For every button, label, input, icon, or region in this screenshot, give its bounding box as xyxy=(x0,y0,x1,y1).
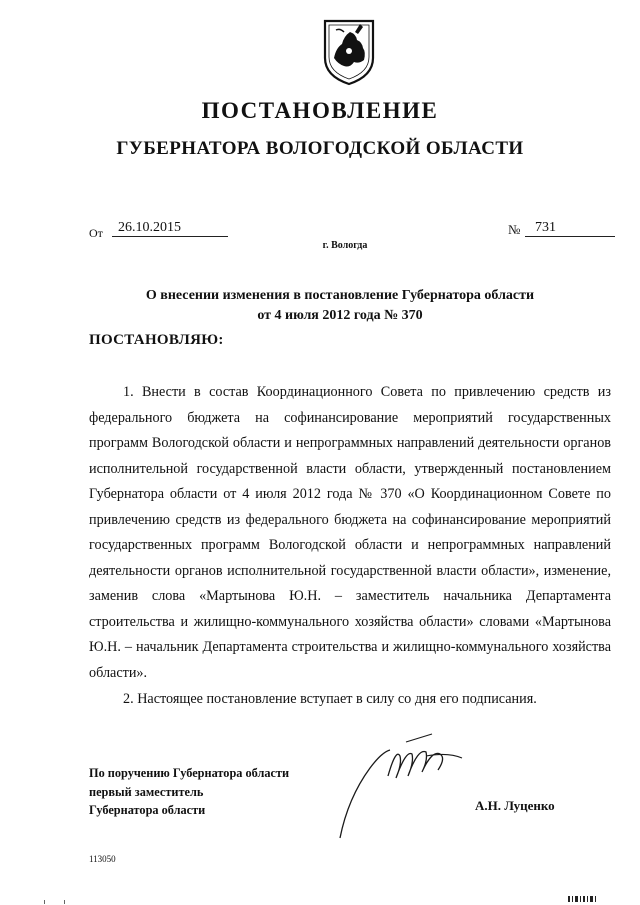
place-label: г. Вологда xyxy=(322,240,368,251)
document-type-heading: ПОСТАНОВЛЕНИЕ xyxy=(201,98,439,123)
margin-mark xyxy=(44,900,45,904)
signatory-title-line-1: По поручению Губернатора области xyxy=(89,766,290,780)
signatory-title-line-3: Губернатора области xyxy=(89,803,206,817)
paragraph-1: 1. Внести в состав Координационного Совета по привлечению средств из федерального бюджета на софинансирование мероприятий государственных программ Вологодской области и непрограммных направлений деятельности органов исполнительной государственной власти области, утвержденный постановлением Губернатора области от 4 июля 2012 года № 370 «О Координационном Совете по привлечению средств из федерального бюджета на софинансирование мероприятий государственных программ Вологодской области и непрограммных направлений деятельности органов исполнительной государственной власти области», изменение, заменив слова «Мартынова Ю.Н. – заместитель начальника Департамента строительства и жилищно-коммунального хозяйства области» словами «Мартынова Ю.Н. – начальник Департамента строительства и жилищно-коммунального хозяйства области». xyxy=(89,384,611,681)
issuer-heading: ГУБЕРНАТОРА ВОЛОГОДСКОЙ ОБЛАСТИ xyxy=(116,138,524,159)
paragraph-2: 2. Настоящее постановление вступает в силу со дня его подписания. xyxy=(123,691,537,707)
margin-mark xyxy=(64,900,65,904)
subject-line-1: О внесении изменения в постановление Губернатора области xyxy=(145,288,535,303)
document-number: 731 xyxy=(525,219,615,237)
number-sign-label: № xyxy=(508,222,521,237)
barcode-mark xyxy=(568,896,598,902)
signatory-name: А.Н. Луценко xyxy=(475,798,555,813)
document-code: 113050 xyxy=(89,854,116,864)
document-subject xyxy=(90,286,590,326)
coat-of-arms-icon xyxy=(322,18,376,86)
decree-word: ПОСТАНОВЛЯЮ: xyxy=(89,332,224,348)
document-date: 26.10.2015 xyxy=(112,219,228,237)
date-prefix-label: От xyxy=(89,226,103,240)
document-body xyxy=(89,380,611,713)
handwritten-signature-icon xyxy=(330,728,470,848)
signatory-title xyxy=(89,764,289,820)
signatory-title-line-2: первый заместитель xyxy=(89,784,204,799)
subject-line-2: от 4 июля 2012 года № 370 xyxy=(257,308,423,323)
